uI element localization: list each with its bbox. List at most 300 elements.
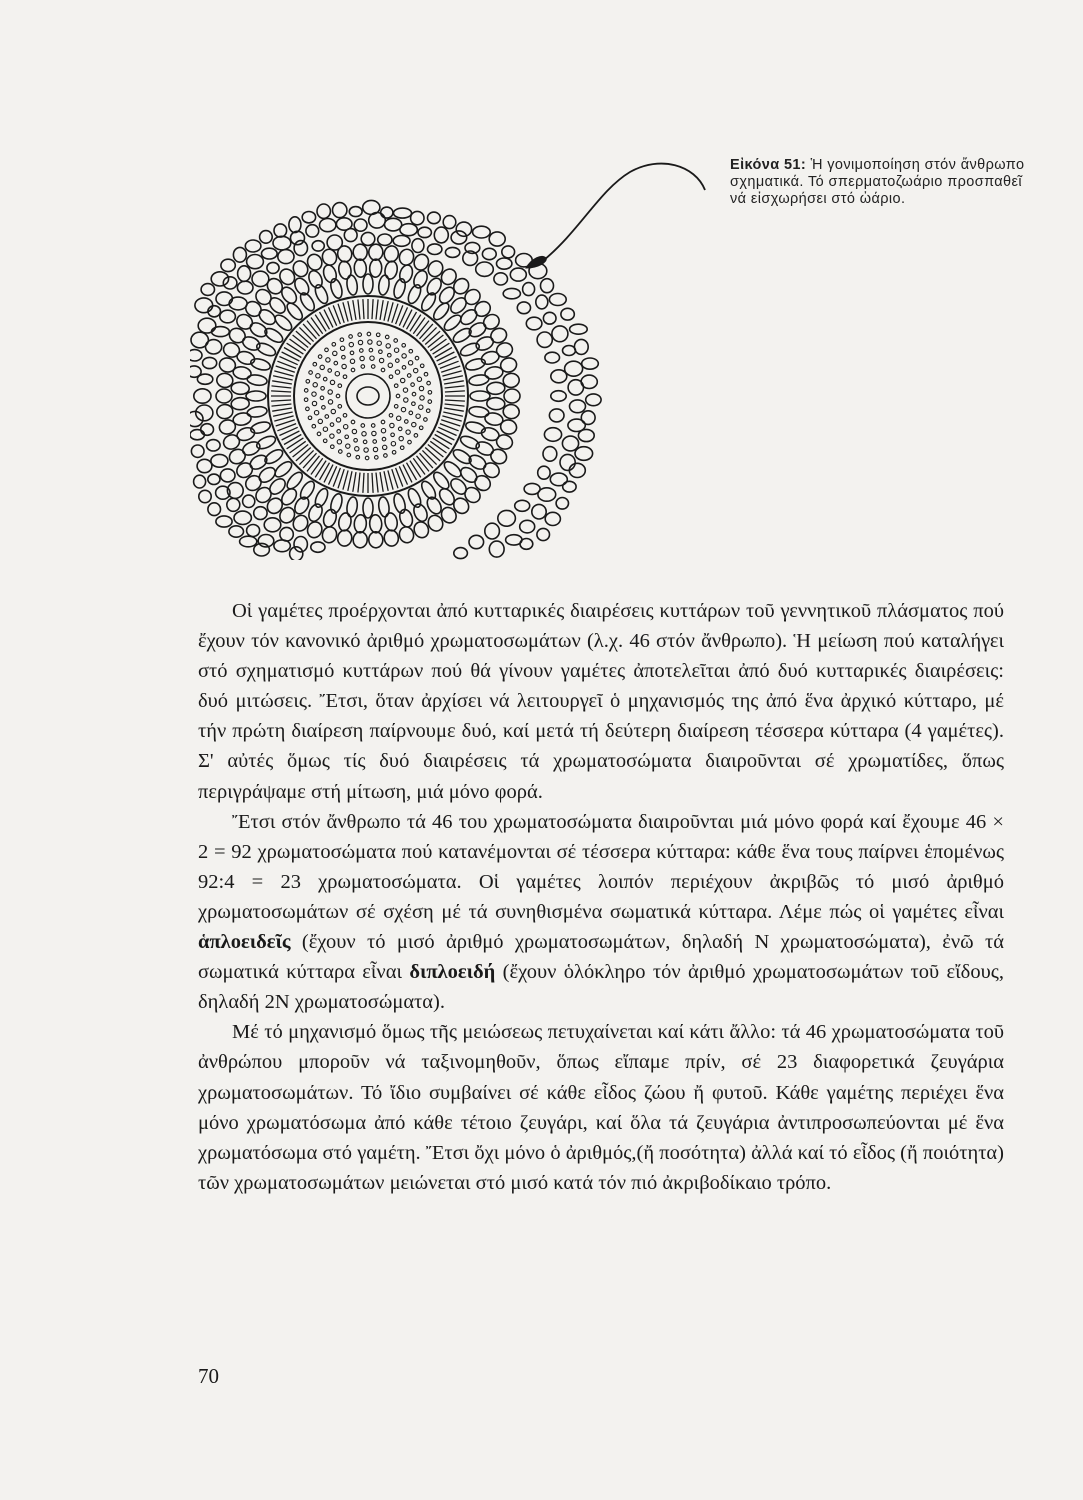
striation-line [273, 376, 293, 380]
corona-cell [520, 539, 533, 550]
follicle-cell [398, 263, 415, 284]
follicle-cell [336, 245, 352, 263]
corona-cell [190, 350, 202, 361]
granule [391, 433, 395, 437]
granule [322, 406, 326, 410]
granule [342, 364, 346, 368]
granule [356, 455, 360, 459]
corona-cell [223, 277, 237, 289]
corona-cell [469, 535, 484, 548]
striation-line [407, 463, 417, 480]
corona-cell [443, 216, 456, 229]
granule [391, 442, 395, 446]
granule [330, 423, 334, 427]
striation-line [296, 448, 311, 461]
corona-cell [260, 231, 273, 244]
granule [385, 335, 389, 339]
corona-cell [485, 523, 500, 539]
striation-line [320, 463, 330, 480]
granule [419, 405, 423, 409]
striation-line [388, 302, 393, 321]
striation-line [372, 473, 373, 493]
granule [313, 362, 317, 366]
striation-line [417, 321, 430, 337]
corona-cell [412, 239, 424, 253]
corona-cell [394, 208, 412, 218]
striation-line [443, 412, 463, 416]
striation-line [422, 450, 436, 464]
follicle-cell [336, 529, 352, 547]
granule [364, 448, 368, 452]
corona-cell [578, 429, 594, 441]
corona-cell [378, 234, 392, 245]
page-number: 70 [198, 1364, 219, 1388]
granule [426, 409, 430, 413]
follicle-cells [216, 244, 520, 548]
corona-cell [544, 428, 561, 442]
fertilization-figure [190, 150, 710, 560]
granule [334, 361, 338, 365]
paragraph-2-part-c: (ἔχουν τό μισό ἀριθμό χρωματοσωμάτων, δηλαδή Ν χρωματοσώματα), ἐνῶ τά σωματικά κύτταρα εἶναι [198, 931, 1004, 984]
corona-cell [229, 526, 244, 537]
granule [397, 416, 401, 420]
corona-cell [563, 346, 576, 356]
follicle-cell [321, 263, 338, 284]
striation-line [430, 441, 446, 453]
corona-cell [191, 445, 204, 457]
corona-cell [203, 357, 217, 368]
corona-cell [199, 490, 211, 502]
follicle-cell [472, 298, 493, 319]
striation-line [353, 300, 356, 320]
granule [358, 340, 362, 344]
corona-cell [234, 511, 251, 524]
striation-line [320, 312, 330, 329]
granule [323, 377, 327, 381]
granule [351, 368, 355, 372]
paragraph-2-part-a: Ἔτσι στόν ἄνθρωπο τά 46 του χρωματοσώματα διαιροῦνται μιά μόνο φορά καί ἔχουμε 46 × 2 = 92 χρωματοσώματα πού κατανέμονται σέ τέσσερα κύτταρα: κάθε ἕνα τους παίρνει ἑπομένως 92:4 = 23 χρωματοσώματα. Οἱ γαμέτες λοιπόν περιέχουν ἀκριβῶς τό μισό ἀριθμό χρωματοσωμάτων σέ σχέση μέ τά συνηθισμένα σωματικά κύτταρα. Λέμε πώς οἱ γαμέτες εἶναι [198, 810, 1004, 923]
corona-cell [190, 430, 204, 440]
striation-line [324, 465, 333, 483]
granule [350, 359, 354, 363]
granule [415, 356, 419, 360]
corona-cell [363, 200, 380, 214]
corona-cell [294, 241, 307, 256]
striation-line [324, 310, 333, 328]
corona-cell [517, 302, 530, 314]
corona-cell [291, 231, 305, 244]
nucleus-outer [346, 374, 390, 418]
striation-line [273, 412, 293, 416]
corona-cell [191, 332, 208, 348]
corona-cell [306, 225, 319, 237]
follicle-cell [472, 473, 493, 494]
striation-line [410, 315, 421, 332]
striation-line [293, 335, 309, 348]
granule [340, 338, 344, 342]
granule [382, 437, 386, 441]
striation-line [445, 400, 465, 401]
striation-line [272, 386, 292, 388]
granule [328, 390, 332, 394]
granule [420, 396, 424, 400]
corona-cell [289, 217, 301, 233]
nucleus-inner [357, 387, 379, 405]
granule [406, 430, 410, 434]
striation-line [290, 339, 306, 351]
granule [377, 341, 381, 345]
follicle-cell [363, 274, 373, 294]
striation-line [443, 376, 463, 380]
granule [352, 429, 356, 433]
corona-cell [411, 211, 424, 224]
corona-cell [523, 283, 535, 296]
granule [405, 420, 409, 424]
corona-cell [220, 469, 235, 482]
granule [331, 445, 335, 449]
granule [338, 384, 342, 388]
corona-cell [252, 271, 269, 286]
granule [344, 425, 348, 429]
follicle-cell [448, 295, 469, 316]
corona-cell [207, 440, 221, 451]
granule [343, 375, 347, 379]
corona-cell [400, 224, 417, 236]
granule [401, 378, 405, 382]
corona-cell [212, 327, 230, 337]
corona-cell [543, 312, 556, 324]
granule [404, 398, 408, 402]
figure-label: Εἰκόνα 51: [730, 157, 807, 173]
cytoplasm-granules [304, 332, 431, 460]
granule [363, 440, 367, 444]
paragraph-2-part-d: (ἔχουν ὁλόκληρο τόν ἀριθμό χρωματοσωμάτων τοῦ εἴδους, δηλαδή 2Ν χρωματοσώματα). [198, 961, 1004, 1014]
granule [335, 372, 339, 376]
granule [306, 380, 310, 384]
granule [316, 374, 320, 378]
striation-line [274, 371, 293, 376]
follicle-cell [462, 286, 483, 307]
granule [346, 444, 350, 448]
follicle-cell [246, 391, 266, 401]
corona-cell [354, 219, 367, 231]
striation-line [272, 404, 292, 406]
striation-line [420, 324, 433, 339]
follicle-cell [448, 476, 469, 497]
granule [376, 333, 380, 337]
follicle-cell [383, 529, 399, 547]
zona-pellucida-outer [268, 296, 468, 496]
corona-cell [320, 219, 336, 232]
follicle-cell [222, 341, 242, 359]
striation-line [358, 473, 360, 493]
follicle-cell [249, 357, 271, 372]
granule [321, 387, 325, 391]
follicle-cell [321, 525, 339, 544]
granule [408, 440, 412, 444]
corona-cell [574, 339, 588, 354]
granule [381, 429, 385, 433]
striation-line [296, 331, 311, 344]
granule [424, 372, 428, 376]
granule [381, 368, 385, 372]
granule [333, 351, 337, 355]
corona-cell [208, 503, 221, 516]
granule [428, 391, 432, 395]
corona-cell [537, 332, 552, 347]
corona-cell [541, 279, 554, 293]
granule [394, 405, 398, 409]
striation-line [445, 386, 465, 388]
corona-cell [227, 498, 240, 511]
zona-pellucida-striations [271, 299, 465, 493]
follicle-cell [392, 277, 407, 299]
follicle-cell [216, 389, 232, 403]
granule [343, 414, 347, 418]
follicle-cell [495, 433, 515, 451]
striation-line [376, 300, 378, 320]
corona-cell [502, 246, 515, 258]
granule [338, 405, 342, 409]
striation-line [425, 448, 440, 461]
striation-line [428, 335, 444, 348]
striation-line [422, 327, 436, 341]
striation-line [403, 310, 412, 328]
granule [349, 342, 353, 346]
paragraph-2 [198, 807, 1004, 1018]
corona-cell [273, 236, 291, 250]
corona-cell [434, 227, 448, 243]
striation-line [417, 456, 430, 472]
granule [332, 343, 336, 347]
striation-line [311, 318, 323, 334]
corona-cell [201, 424, 214, 436]
striation-line [380, 300, 383, 320]
granule [381, 420, 385, 424]
striation-line [348, 471, 352, 491]
corona-cell [243, 495, 255, 507]
granule [361, 365, 365, 369]
striation-line [358, 300, 360, 320]
follicle-cell [216, 404, 233, 420]
corona-cell [536, 295, 548, 309]
striation-line [315, 461, 326, 478]
striation-line [442, 416, 461, 421]
granule [308, 416, 312, 420]
granule [313, 383, 317, 387]
granule [402, 354, 406, 358]
granule [419, 386, 423, 390]
corona-cell [582, 358, 599, 369]
follicle-cell [486, 397, 505, 410]
striation-line [430, 339, 446, 351]
striation-line [307, 321, 320, 337]
corona-cell [278, 250, 294, 264]
granule [304, 398, 308, 402]
corona-cell [267, 262, 279, 273]
follicle-cell [337, 512, 352, 532]
corona-cell [543, 447, 557, 462]
corona-cell [311, 542, 325, 552]
striation-line [413, 318, 425, 334]
follicle-cell [222, 433, 242, 451]
corona-cell [545, 352, 560, 363]
follicle-cell [253, 286, 274, 307]
corona-cell [561, 308, 574, 320]
granule [323, 427, 327, 431]
corona-cell [221, 259, 235, 271]
granule [389, 414, 393, 418]
granule [402, 366, 406, 370]
corona-cell [274, 540, 290, 552]
granule [372, 431, 376, 435]
granule [314, 411, 318, 415]
corona-cell [274, 224, 287, 237]
corona-cell [552, 326, 568, 342]
follicle-cell [253, 484, 274, 505]
granule [326, 358, 330, 362]
striation-line [435, 348, 452, 358]
follicle-cell [502, 373, 519, 389]
granule [368, 340, 372, 344]
granule [350, 351, 354, 355]
corona-cell [551, 370, 567, 383]
granule [337, 430, 341, 434]
term-diploid: διπλοειδή [409, 961, 496, 984]
follicle-cell [267, 295, 288, 316]
granule [328, 400, 332, 404]
follicle-cell [353, 531, 368, 548]
striation-line [445, 404, 465, 406]
follicle-cell [398, 525, 416, 544]
corona-cell [482, 248, 496, 259]
follicle-cell [369, 259, 382, 278]
corona-cell [473, 226, 491, 238]
corona-cell [418, 227, 431, 237]
granule [358, 333, 362, 337]
granule [394, 348, 398, 352]
follicle-cell [337, 260, 352, 280]
granule [336, 394, 340, 398]
granule [317, 432, 321, 436]
striation-line [287, 343, 304, 354]
granule [398, 427, 402, 431]
granule [390, 423, 394, 427]
corona-cell [302, 212, 315, 223]
striation-line [272, 381, 292, 384]
striation-line [433, 438, 450, 449]
granule [336, 418, 340, 422]
granule [402, 344, 406, 348]
striation-line [380, 472, 383, 492]
corona-cell [498, 510, 516, 526]
follicle-cell [502, 404, 519, 420]
corona-cell [538, 488, 556, 501]
striation-line [437, 431, 455, 440]
corona-cell [247, 525, 260, 537]
granule [401, 407, 405, 411]
follicle-cell [486, 382, 505, 395]
striation-line [425, 331, 440, 344]
zona-pellucida-inner [294, 322, 442, 470]
granule [367, 332, 371, 336]
follicle-cell [216, 373, 233, 389]
corona-cell [538, 466, 550, 479]
granule [408, 361, 412, 365]
granule [379, 350, 383, 354]
body-text [198, 596, 1004, 1198]
corona-cell [312, 241, 324, 251]
granule [388, 363, 392, 367]
corona-cell [216, 292, 232, 306]
granule [345, 435, 349, 439]
striation-line [444, 408, 464, 411]
figure-caption [730, 157, 1030, 208]
corona-cell [195, 298, 213, 313]
term-haploid: ἁπλοειδεῖς [198, 931, 291, 954]
corona-cell [385, 218, 402, 231]
corona-cell [238, 266, 251, 282]
striation-line [284, 435, 301, 445]
corona-cell [545, 512, 560, 525]
corona-cell [451, 231, 467, 244]
corona-cell [570, 400, 586, 413]
granule [409, 411, 413, 415]
corona-cell [220, 310, 236, 323]
granule [373, 447, 377, 451]
follicle-cell [495, 341, 515, 359]
granule [388, 353, 392, 357]
follicle-cell [231, 382, 250, 395]
striation-line [407, 312, 417, 329]
corona-cell [560, 454, 575, 470]
follicle-cell [383, 245, 399, 263]
corona-cell [586, 394, 601, 406]
granule [412, 402, 416, 406]
granule [428, 400, 432, 404]
granule [371, 424, 375, 428]
corona-cell [489, 541, 504, 557]
corona-cell [537, 528, 550, 540]
corona-cell [240, 536, 257, 547]
striation-line [437, 352, 455, 361]
striation-line [271, 391, 291, 392]
corona-cell [381, 207, 393, 218]
striation-line [274, 416, 293, 421]
granule [312, 392, 316, 396]
follicle-cell [384, 512, 399, 532]
granule [360, 349, 364, 353]
corona-cell [497, 258, 512, 269]
striation-line [384, 301, 388, 321]
granule [339, 450, 343, 454]
corona-cell [428, 244, 442, 255]
corona-cell [254, 507, 267, 520]
follicle-cell [369, 514, 382, 533]
corona-cell [563, 481, 576, 492]
follicle-cell [464, 420, 486, 435]
granule [383, 445, 387, 449]
corona-cell [349, 207, 362, 217]
striation-line [442, 371, 461, 376]
granule [379, 358, 383, 362]
corona-cell [503, 288, 520, 298]
corona-cell [428, 212, 441, 224]
corona-cell [237, 281, 253, 294]
granule [360, 356, 364, 360]
corona-cell [551, 391, 566, 402]
corona-cell [280, 527, 293, 541]
